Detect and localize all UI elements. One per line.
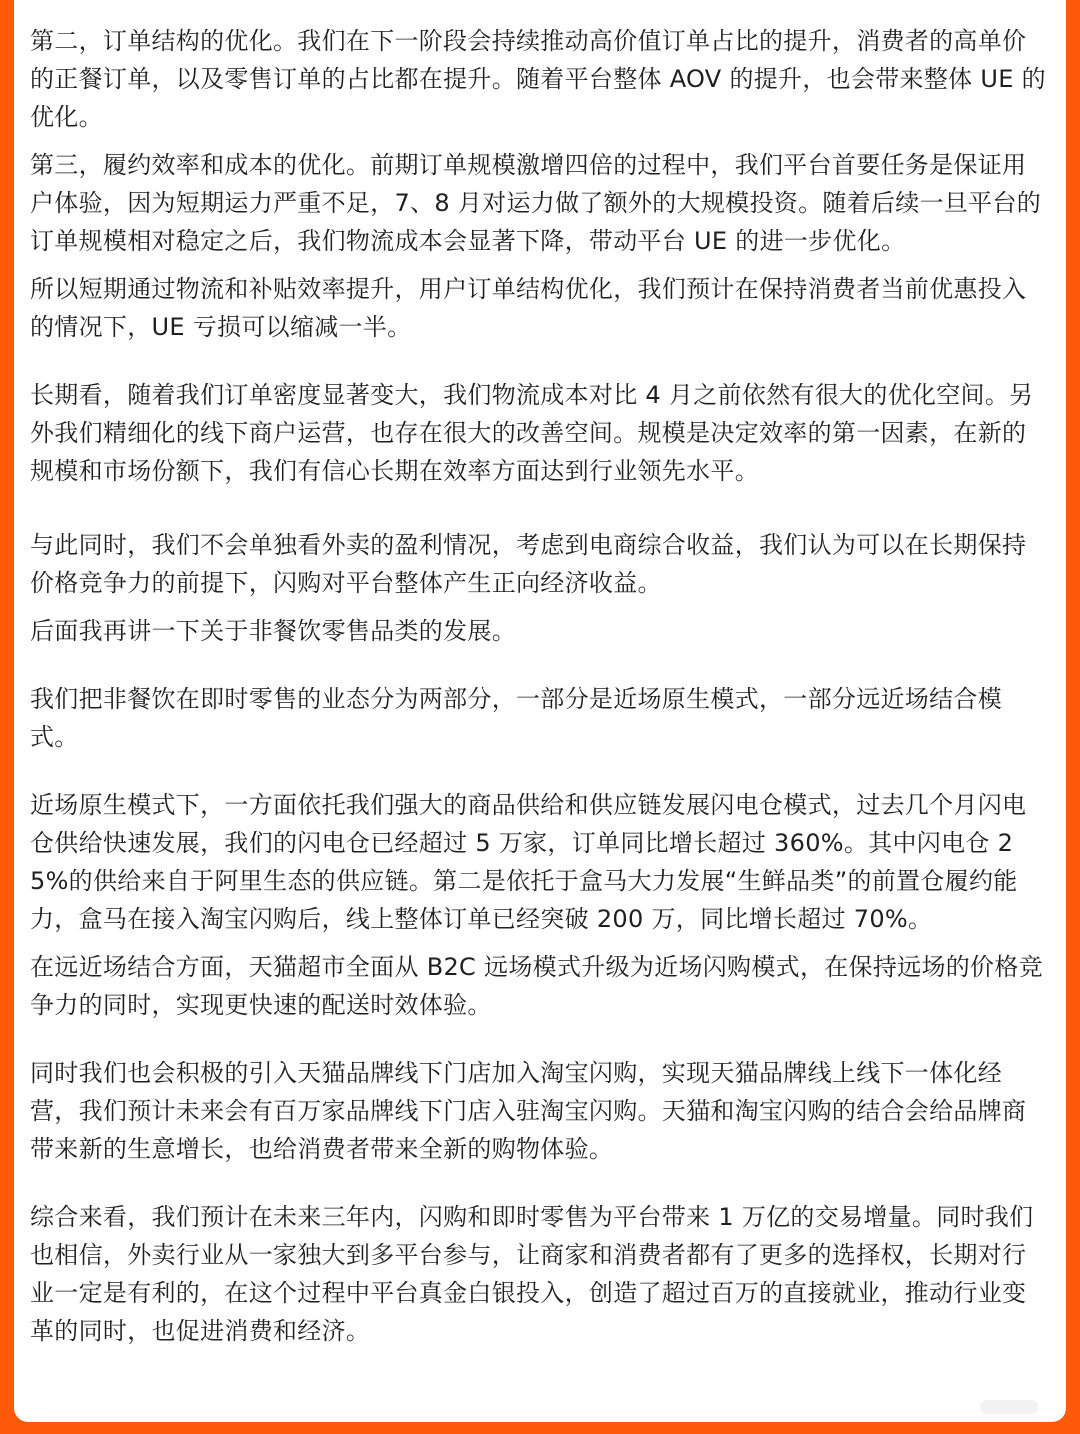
paragraph-short-term-ue: 所以短期通过物流和补贴效率提升，用户订单结构优化，我们预计在保持消费者当前优惠投入的情况下，UE 亏损可以缩减一半。 [30, 275, 1027, 341]
paragraph-fulfillment-efficiency: 第三，履约效率和成本的优化。前期订单规模激增四倍的过程中，我们平台首要任务是保证用户体验，因为短期运力严重不足，7、8 月对运力做了额外的大规模投资。随着后续一旦平台的订单规模相对稳定之后，我们物流成本会显著下降，带动平台 UE 的进一步优化。 [30, 151, 1042, 255]
document-page [14, 0, 1066, 1422]
paragraph-ecommerce-returns: 与此同时，我们不会单独看外卖的盈利情况，考虑到电商综合收益，我们认为可以在长期保持价格竞争力的前提下，闪购对平台整体产生正向经济收益。 [30, 531, 1027, 597]
watermark-mark [980, 1400, 1038, 1414]
paragraph-two-models: 我们把非餐饮在即时零售的业态分为两部分，一部分是近场原生模式，一部分远近场结合模式。 [30, 685, 1002, 751]
paragraph-tmall-brands: 同时我们也会积极的引入天猫品牌线下门店加入淘宝闪购，实现天猫品牌线上线下一体化经营，我们预计未来会有百万家品牌线下门店入驻淘宝闪购。天猫和淘宝闪购的结合会给品牌商带来新的生意增长，也给消费者带来全新的购物体验。 [30, 1059, 1027, 1163]
paragraph-long-term: 长期看，随着我们订单密度显著变大，我们物流成本对比 4 月之前依然有很大的优化空间。另外我们精细化的线下商户运营，也存在很大的改善空间。规模是决定效率的第一因素，在新的规模和市场份额下，我们有信心长期在效率方面达到行业领先水平。 [30, 381, 1034, 485]
paragraph-near-field: 近场原生模式下，一方面依托我们强大的商品供给和供应链发展闪电仓模式，过去几个月闪电仓供给快速发展，我们的闪电仓已经超过 5 万家，订单同比增长超过 360%。其中闪电仓 25%的供给来自于阿里生态的供应链。第二是依托于盒马大力发展“生鲜品类”的前置仓履约能力，盒马在接入淘宝闪购后，线上整体订单已经突破 200 万，同比增长超过 70%。 [30, 791, 1027, 933]
paragraph-summary: 综合来看，我们预计在未来三年内，闪购和即时零售为平台带来 1 万亿的交易增量。同时我们也相信，外卖行业从一家独大到多平台参与，让商家和消费者都有了更多的选择权，长期对行业一定是有利的，在这个过程中平台真金白银投入，创造了超过百万的直接就业，推动行业变革的同时，也促进消费和经济。 [30, 1203, 1034, 1345]
paragraph-non-food-intro: 后面我再讲一下关于非餐饮零售品类的发展。 [30, 617, 516, 645]
paragraph-order-structure: 第二，订单结构的优化。我们在下一阶段会持续推动高价值订单占比的提升，消费者的高单价的正餐订单，以及零售订单的占比都在提升。随着平台整体 AOV 的提升，也会带来整体 UE 的优化。 [30, 27, 1046, 131]
article-body [30, 22, 1050, 1350]
paragraph-far-near-combined: 在远近场结合方面，天猫超市全面从 B2C 远场模式升级为近场闪购模式，在保持远场的价格竞争力的同时，实现更快速的配送时效体验。 [30, 953, 1043, 1019]
